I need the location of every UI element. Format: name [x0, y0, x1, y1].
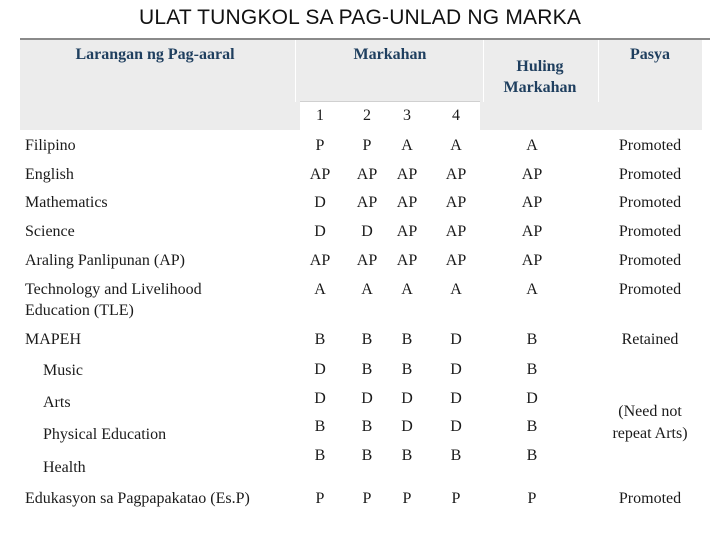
grade-cell: AP — [396, 166, 418, 183]
grade-cell: AP — [445, 223, 467, 240]
mapeh-note-line2: repeat Arts) — [612, 425, 688, 442]
grade-cell: D — [450, 390, 462, 407]
grade-cell: D — [361, 223, 373, 240]
subject-tle-line1: Technology and Livelihood — [25, 281, 202, 298]
grade-cell: D — [314, 390, 326, 407]
subject-esp: Edukasyon sa Pagpapakatao (Es.P) — [25, 490, 250, 507]
grade-cell: P — [402, 490, 412, 507]
subject-music: Music — [43, 362, 83, 379]
grade-cell: D — [450, 361, 462, 378]
grade-cell: AP — [396, 194, 418, 211]
subject-science: Science — [25, 223, 75, 240]
grade-cell: B — [450, 447, 462, 464]
header-final-line1: Huling — [516, 58, 564, 75]
remark-cell: Promoted — [618, 194, 682, 211]
final-grade-cell: B — [526, 361, 538, 378]
grade-cell: AP — [445, 194, 467, 211]
grade-cell: AP — [356, 194, 378, 211]
grade-cell: AP — [309, 252, 331, 269]
grade-cell: AP — [445, 252, 467, 269]
remark-cell: Retained — [621, 331, 679, 348]
grade-cell: D — [314, 223, 326, 240]
remark-cell: Promoted — [618, 223, 682, 240]
subject-english: English — [25, 166, 74, 183]
grade-cell: D — [314, 361, 326, 378]
grade-cell: AP — [356, 166, 378, 183]
header-final-line2: Markahan — [503, 79, 577, 96]
grade-cell: P — [451, 490, 461, 507]
header-remark: Pasya — [630, 46, 670, 63]
remark-cell: Promoted — [618, 137, 682, 154]
mapeh-note-line1: (Need not — [618, 403, 682, 420]
grade-cell: AP — [396, 252, 418, 269]
final-grade-cell: AP — [521, 194, 543, 211]
final-grade-cell: A — [526, 281, 538, 298]
header-grades: Markahan — [353, 46, 427, 63]
grade-cell: A — [361, 281, 373, 298]
grade-cell: A — [450, 137, 462, 154]
remark-cell: Promoted — [618, 252, 682, 269]
grade-cell: P — [362, 137, 372, 154]
grade-cell: A — [401, 281, 413, 298]
grade-cell: B — [314, 331, 326, 348]
grade-cell: D — [401, 390, 413, 407]
grade-cell: D — [450, 418, 462, 435]
final-grade-cell: AP — [521, 223, 543, 240]
final-grade-cell: P — [527, 490, 537, 507]
grade-cell: D — [450, 331, 462, 348]
grade-cell: P — [315, 490, 325, 507]
grade-cell: A — [314, 281, 326, 298]
grade-cell: P — [315, 137, 325, 154]
final-grade-cell: D — [526, 390, 538, 407]
remark-cell: Promoted — [618, 281, 682, 298]
grade-cell: B — [314, 418, 326, 435]
subject-physical-education: Physical Education — [43, 426, 167, 443]
final-grade-cell: B — [526, 447, 538, 464]
grade-cell: B — [401, 331, 413, 348]
grade-cell: D — [401, 418, 413, 435]
subject-arts: Arts — [43, 394, 71, 411]
subject-mapeh: MAPEH — [25, 331, 82, 348]
remark-cell: Promoted — [618, 166, 682, 183]
subject-mathematics: Mathematics — [25, 194, 108, 211]
subject-araling-panlipunan: Araling Panlipunan (AP) — [25, 252, 185, 269]
header-q1: 1 — [316, 107, 324, 124]
grade-cell: B — [361, 447, 373, 464]
header-q4: 4 — [452, 107, 460, 124]
header-subject: Larangan ng Pag-aaral — [75, 46, 235, 63]
page-title: ULAT TUNGKOL SA PAG-UNLAD NG MARKA — [138, 6, 582, 29]
final-grade-cell: AP — [521, 166, 543, 183]
grade-cell: A — [450, 281, 462, 298]
remark-cell: Promoted — [618, 490, 682, 507]
grade-cell: A — [401, 137, 413, 154]
grade-cell: P — [362, 490, 372, 507]
final-grade-cell: B — [526, 331, 538, 348]
grade-cell: B — [361, 418, 373, 435]
grade-cell: B — [401, 447, 413, 464]
grade-cell: AP — [445, 166, 467, 183]
grade-cell: D — [361, 390, 373, 407]
grade-cell: B — [314, 447, 326, 464]
grade-cell: B — [361, 361, 373, 378]
header-q3: 3 — [403, 107, 411, 124]
grade-cell: AP — [396, 223, 418, 240]
grade-cell: B — [361, 331, 373, 348]
final-grade-cell: A — [526, 137, 538, 154]
subject-tle-line2: Education (TLE) — [25, 302, 134, 319]
header-q2: 2 — [363, 107, 371, 124]
grade-cell: AP — [356, 252, 378, 269]
subject-filipino: Filipino — [25, 137, 76, 154]
grade-cell: AP — [309, 166, 331, 183]
final-grade-cell: AP — [521, 252, 543, 269]
grade-cell: B — [401, 361, 413, 378]
grade-cell: D — [314, 194, 326, 211]
final-grade-cell: B — [526, 418, 538, 435]
subject-health: Health — [43, 459, 86, 476]
